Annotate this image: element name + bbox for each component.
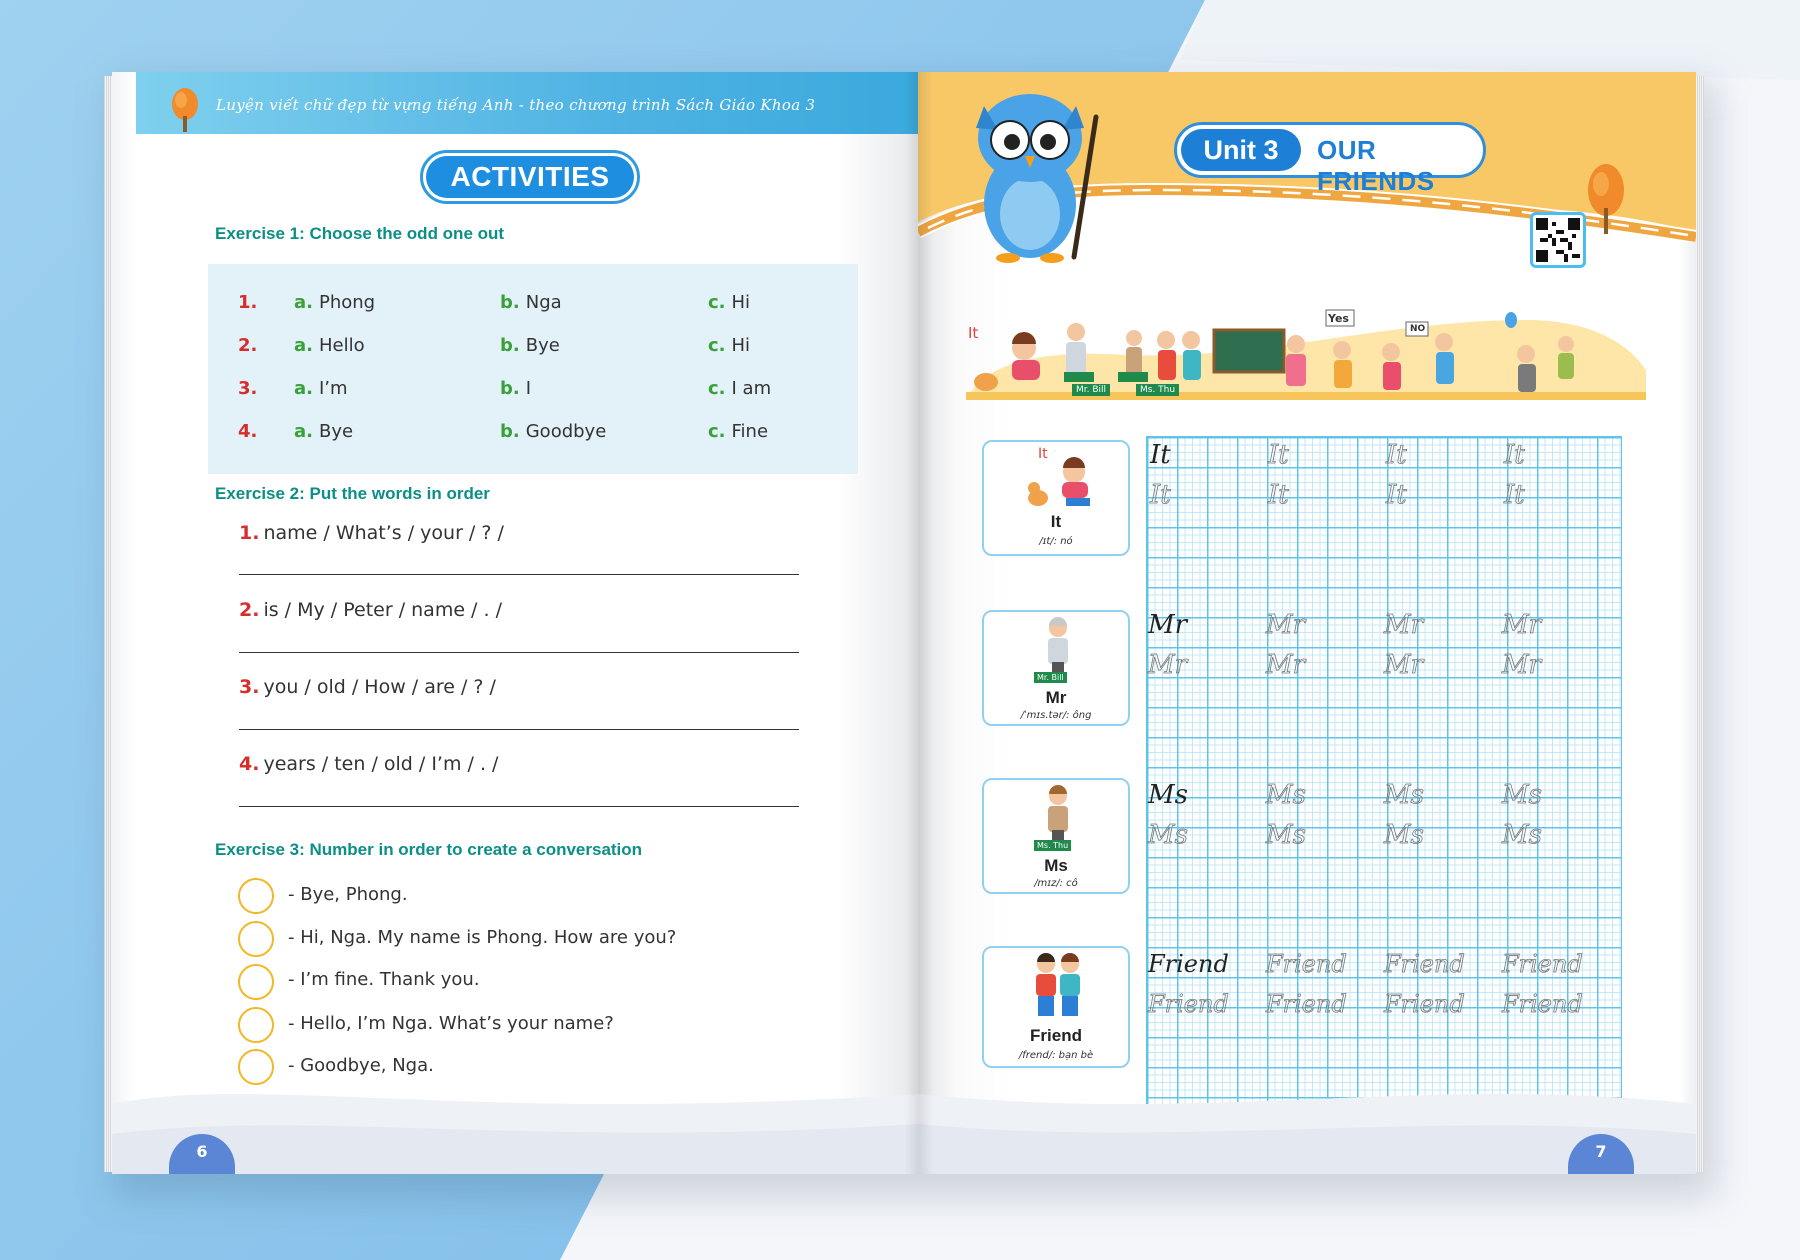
cursive-trace[interactable]: Mr xyxy=(1384,610,1424,640)
card-word: Friend xyxy=(1030,1026,1082,1045)
cursive-trace[interactable]: Friend xyxy=(1266,990,1347,1018)
option-letter: c. xyxy=(708,292,726,313)
page-number-left: 6 xyxy=(169,1134,235,1174)
cursive-trace[interactable]: Mr xyxy=(1266,650,1306,680)
cursive-trace[interactable]: Friend xyxy=(1148,990,1229,1018)
cursive-trace[interactable]: Mr xyxy=(1148,650,1188,680)
cursive-trace[interactable]: It xyxy=(1268,440,1289,470)
cursive-trace[interactable]: Friend xyxy=(1502,950,1583,978)
option-b[interactable] xyxy=(500,378,531,399)
exercise1-row xyxy=(208,421,858,451)
exercise2-item xyxy=(239,599,502,621)
conversation-line: - Hi, Nga. My name is Phong. How are you? xyxy=(288,927,677,948)
card-tag: Mr. Bill xyxy=(1034,672,1067,683)
sign-mr-bill: Mr. Bill xyxy=(1072,384,1110,396)
option-letter: c. xyxy=(708,335,726,356)
cursive-trace[interactable]: Mr xyxy=(1502,650,1542,680)
card-ipa: /frend/: bạn bè xyxy=(1018,1050,1094,1061)
row-number: 3. xyxy=(238,378,258,399)
conversation-line: - I’m fine. Thank you. xyxy=(288,969,480,990)
card-ipa: /ɪt/: nó xyxy=(1039,536,1073,547)
option-text: Bye xyxy=(318,421,354,442)
order-circle[interactable] xyxy=(238,878,274,914)
cursive-model: Ms xyxy=(1148,780,1188,810)
card-illustration xyxy=(1034,616,1082,676)
row-number: 1. xyxy=(238,292,258,313)
tree-icon xyxy=(170,86,200,132)
option-text: Fine xyxy=(731,421,769,442)
word-card-it xyxy=(982,440,1130,556)
qr-pattern xyxy=(1536,218,1580,262)
option-letter: a. xyxy=(294,378,313,399)
cursive-trace[interactable]: Friend xyxy=(1502,990,1583,1018)
option-text: Bye xyxy=(525,335,560,356)
cursive-trace[interactable]: Ms xyxy=(1148,820,1188,850)
exercise2-item xyxy=(239,522,504,544)
option-letter: a. xyxy=(294,335,313,356)
exercise1-title: Exercise 1: Choose the odd one out xyxy=(215,224,505,243)
page-number-right: 7 xyxy=(1568,1134,1634,1174)
book-spine xyxy=(905,72,933,1174)
left-header-band xyxy=(136,72,918,134)
item-text: name / What’s / your / ? / xyxy=(263,522,504,544)
conversation-line: - Hello, I’m Nga. What’s your name? xyxy=(288,1013,614,1034)
word-card-ms xyxy=(982,778,1130,894)
card-tag: It xyxy=(1038,446,1048,462)
right-page xyxy=(918,72,1696,1174)
option-letter: a. xyxy=(294,292,313,313)
item-text: you / old / How / are / ? / xyxy=(263,676,496,698)
activities-title: ACTIVITIES xyxy=(426,156,634,198)
activities-title-pill xyxy=(420,150,640,204)
item-text: years / ten / old / I’m / . / xyxy=(263,753,499,775)
cursive-trace[interactable]: It xyxy=(1386,440,1407,470)
cursive-model: It xyxy=(1150,440,1171,470)
cursive-trace[interactable]: Ms xyxy=(1266,820,1306,850)
cursive-trace[interactable]: Mr xyxy=(1502,610,1542,640)
card-word: It xyxy=(1050,512,1062,531)
option-letter: a. xyxy=(294,421,313,442)
header-series-text: Luyện viết chữ đẹp từ vựng tiếng Anh - theo chương trình Sách Giáo Khoa 3 xyxy=(216,96,816,114)
exercise3-title: Exercise 3: Number in order to create a conversation xyxy=(215,840,643,859)
cursive-model: Mr xyxy=(1148,610,1188,640)
cursive-trace[interactable]: It xyxy=(1504,480,1525,510)
sign-ms-thu: Ms. Thu xyxy=(1136,384,1179,396)
cursive-trace[interactable]: Mr xyxy=(1384,650,1424,680)
cursive-trace[interactable]: Friend xyxy=(1384,990,1465,1018)
option-letter: b. xyxy=(500,335,520,356)
option-text: I xyxy=(525,378,532,399)
exercise2-item xyxy=(239,753,498,775)
cursive-trace[interactable]: Ms xyxy=(1502,780,1542,810)
option-c[interactable] xyxy=(708,292,750,313)
option-c[interactable] xyxy=(708,335,750,356)
card-illustration xyxy=(1034,784,1082,844)
option-letter: b. xyxy=(500,378,520,399)
sign-no: NO xyxy=(1410,324,1426,334)
unit-title: OUR FRIENDS xyxy=(1317,135,1435,196)
cursive-trace[interactable]: Ms xyxy=(1384,820,1424,850)
option-b[interactable] xyxy=(500,335,560,356)
option-a[interactable] xyxy=(294,292,375,313)
order-circle[interactable] xyxy=(238,921,274,957)
banner-word-it: It xyxy=(968,324,979,342)
card-illustration xyxy=(1024,454,1104,510)
option-c[interactable] xyxy=(708,378,771,399)
answer-line[interactable] xyxy=(239,806,799,807)
word-card-mr xyxy=(982,610,1130,726)
item-number: 3. xyxy=(239,676,260,698)
cursive-trace[interactable]: Ms xyxy=(1502,820,1542,850)
card-word: Mr xyxy=(1045,688,1067,707)
option-letter: b. xyxy=(500,421,520,442)
option-text: I’m xyxy=(318,378,348,399)
characters-banner xyxy=(966,300,1646,400)
option-a[interactable] xyxy=(294,335,365,356)
cursive-trace[interactable]: Ms xyxy=(1384,780,1424,810)
option-text: Hello xyxy=(318,335,365,356)
exercise2-title: Exercise 2: Put the words in order xyxy=(215,484,490,503)
conversation-line: - Goodbye, Nga. xyxy=(288,1055,434,1076)
cursive-model: Friend xyxy=(1148,950,1229,978)
card-word: Ms xyxy=(1044,856,1068,875)
exercise1-box xyxy=(208,264,858,474)
option-letter: c. xyxy=(708,378,726,399)
unit-header-pill xyxy=(1174,122,1486,196)
cursive-trace[interactable]: Ms xyxy=(1266,780,1306,810)
row-number: 2. xyxy=(238,335,258,356)
cursive-trace[interactable]: Friend xyxy=(1384,950,1465,978)
exercise1-row xyxy=(208,292,858,322)
card-ipa: /mɪz/: cô xyxy=(1034,878,1078,889)
item-text: is / My / Peter / name / . / xyxy=(263,599,502,621)
option-text: Hi xyxy=(731,292,751,313)
option-text: Nga xyxy=(525,292,562,313)
option-letter: b. xyxy=(500,292,520,313)
order-circle[interactable] xyxy=(238,1007,274,1043)
option-a[interactable] xyxy=(294,421,353,442)
card-illustration xyxy=(1026,952,1090,1024)
cursive-trace[interactable]: It xyxy=(1268,480,1289,510)
answer-line[interactable] xyxy=(239,729,799,730)
qr-code-icon[interactable] xyxy=(1530,212,1586,268)
item-number: 4. xyxy=(239,753,260,775)
cursive-trace[interactable]: Mr xyxy=(1266,610,1306,640)
pointer-stick-icon xyxy=(1066,112,1106,262)
order-circle[interactable] xyxy=(238,964,274,1000)
answer-line[interactable] xyxy=(239,652,799,653)
option-text: I am xyxy=(731,378,772,399)
cursive-trace[interactable]: It xyxy=(1504,440,1525,470)
conversation-line: - Bye, Phong. xyxy=(288,884,408,905)
sign-yes: Yes xyxy=(1328,312,1349,325)
row-number: 4. xyxy=(238,421,258,442)
tree-icon xyxy=(1586,162,1626,234)
option-b[interactable] xyxy=(500,421,606,442)
cursive-trace[interactable]: It xyxy=(1150,480,1171,510)
word-card-friend xyxy=(982,946,1130,1068)
exercise2-item xyxy=(239,676,496,698)
unit-number: Unit 3 xyxy=(1181,129,1301,171)
answer-line[interactable] xyxy=(239,574,799,575)
card-ipa: /ˈmɪs.tər/: ông xyxy=(1020,710,1092,721)
option-c[interactable] xyxy=(708,421,768,442)
option-text: Goodbye xyxy=(525,421,607,442)
left-page xyxy=(112,72,918,1174)
option-a[interactable] xyxy=(294,378,348,399)
exercise1-row xyxy=(208,378,858,408)
item-number: 1. xyxy=(239,522,260,544)
option-text: Phong xyxy=(318,292,376,313)
option-letter: c. xyxy=(708,421,726,442)
item-number: 2. xyxy=(239,599,260,621)
option-text: Hi xyxy=(731,335,751,356)
cursive-trace[interactable]: Friend xyxy=(1266,950,1347,978)
card-tag: Ms. Thu xyxy=(1034,840,1071,851)
exercise1-row xyxy=(208,335,858,365)
cursive-trace[interactable]: It xyxy=(1386,480,1407,510)
option-b[interactable] xyxy=(500,292,562,313)
